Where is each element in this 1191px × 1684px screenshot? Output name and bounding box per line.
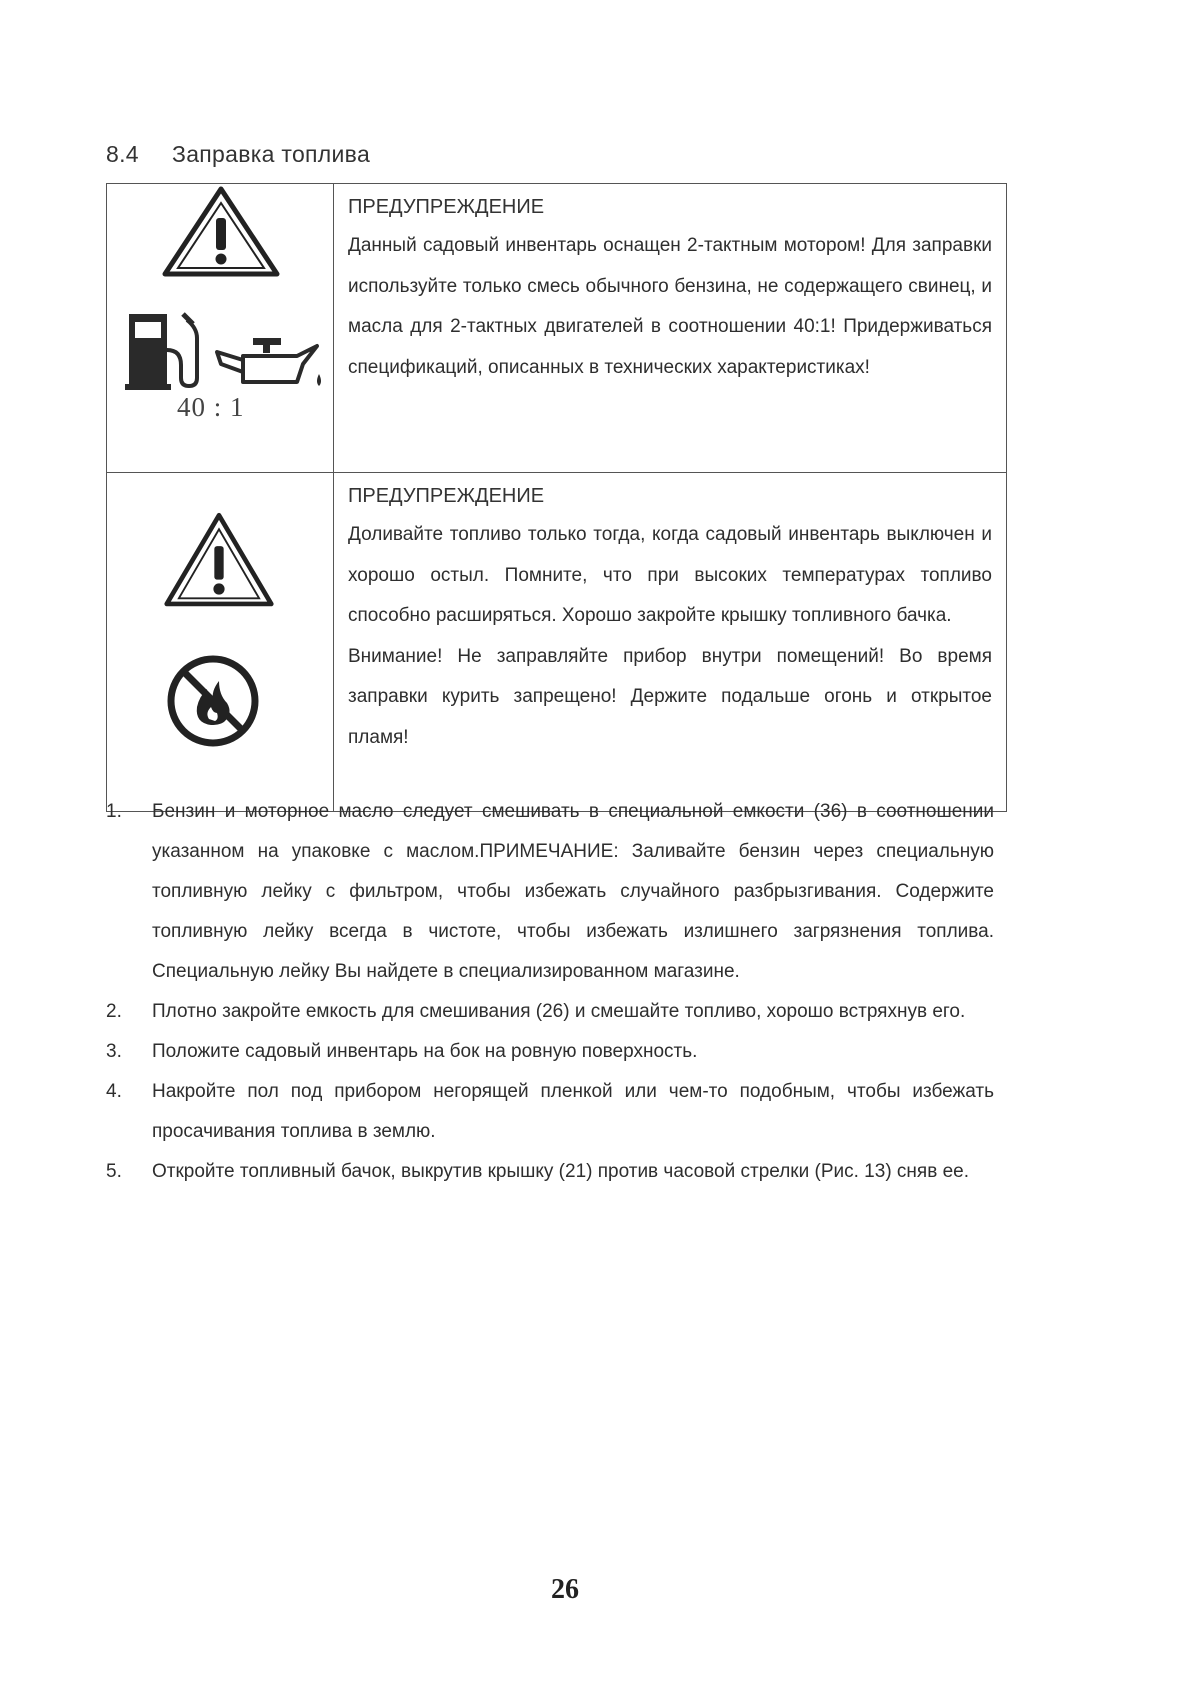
ratio-label: 40 : 1 [177,392,245,422]
warning-2-text-cell [334,473,1007,812]
warning-triangle-icon [163,511,275,611]
warning-1-heading: ПРЕДУПРЕЖДЕНИЕ [348,196,545,218]
step-text: Положите садовый инвентарь на бок на ровную поверхность. [152,1041,698,1062]
step-text: Накройте пол под прибором негорящей пленкой или чем-то подобным, чтобы избежать просачивания топлива в землю. [152,1081,994,1142]
step-number: 5. [106,1161,122,1182]
section-number: 8.4 [106,141,139,167]
list-item [106,1152,994,1192]
section-title [106,141,370,168]
warning-table [106,183,1007,812]
step-text: Откройте топливный бачок, выкрутив крышку (21) против часовой стрелки (Рис. 13) сняв ее. [152,1161,969,1182]
warning-2-body: Доливайте топливо только тогда, когда садовый инвентарь выключен и хорошо остыл. Помните, что при высоких температурах топливо способно расширяться. Хорошо закройте крышку топливного бачка. [348,524,992,626]
warning-row-1 [107,184,1007,473]
warning-2-heading: ПРЕДУПРЕЖДЕНИЕ [348,485,545,507]
step-text: Бензин и моторное масло следует смешивать в специальной емкости (36) в соотношении указанном на упаковке с маслом.ПРИМЕЧАНИЕ: Заливайте бензин через специальную топливную лейку с фильтром, чтобы избежать случайного разбрызгивания. Содержите топливную лейку всегда в чистоте, чтобы избежать излишнего загрязнения топлива. Специальную лейку Вы найдете в специализированном магазине. [152,801,994,982]
warning-row-2 [107,473,1007,812]
step-number: 4. [106,1081,122,1102]
warning-1-icons-cell [107,184,334,473]
warning-1-body: Данный садовый инвентарь оснащен 2-тактным мотором! Для заправки используйте только смесь обычного бензина, не содержащего свинец, и масла для 2-тактных двигателей в соотношении 40:1! Придерживаться спецификаций, описанных в технических характеристиках! [348,235,992,378]
list-item [106,1072,994,1152]
oil-can-icon [213,334,325,396]
warning-2-icons-cell [107,473,334,812]
warning-1-text-cell [334,184,1007,473]
list-item [106,992,994,1032]
fuel-pump-icon [121,310,211,392]
section-heading: Заправка топлива [172,141,371,167]
step-number: 1. [106,801,122,822]
warning-triangle-icon [161,186,281,278]
warning-2-attention: Внимание! Не заправляйте прибор внутри помещений! Во время заправки курить запрещено! Держите подальше огонь и открытое пламя! [348,645,992,748]
steps-list [106,792,994,1192]
no-fire-icon [165,653,261,749]
step-text: Плотно закройте емкость для смешивания (26) и смешайте топливо, хорошо встряхнув его. [152,1001,966,1022]
page-number: 26 [551,1574,579,1605]
list-item [106,792,994,992]
step-number: 2. [106,1001,122,1022]
list-item [106,1032,994,1072]
step-number: 3. [106,1041,122,1062]
